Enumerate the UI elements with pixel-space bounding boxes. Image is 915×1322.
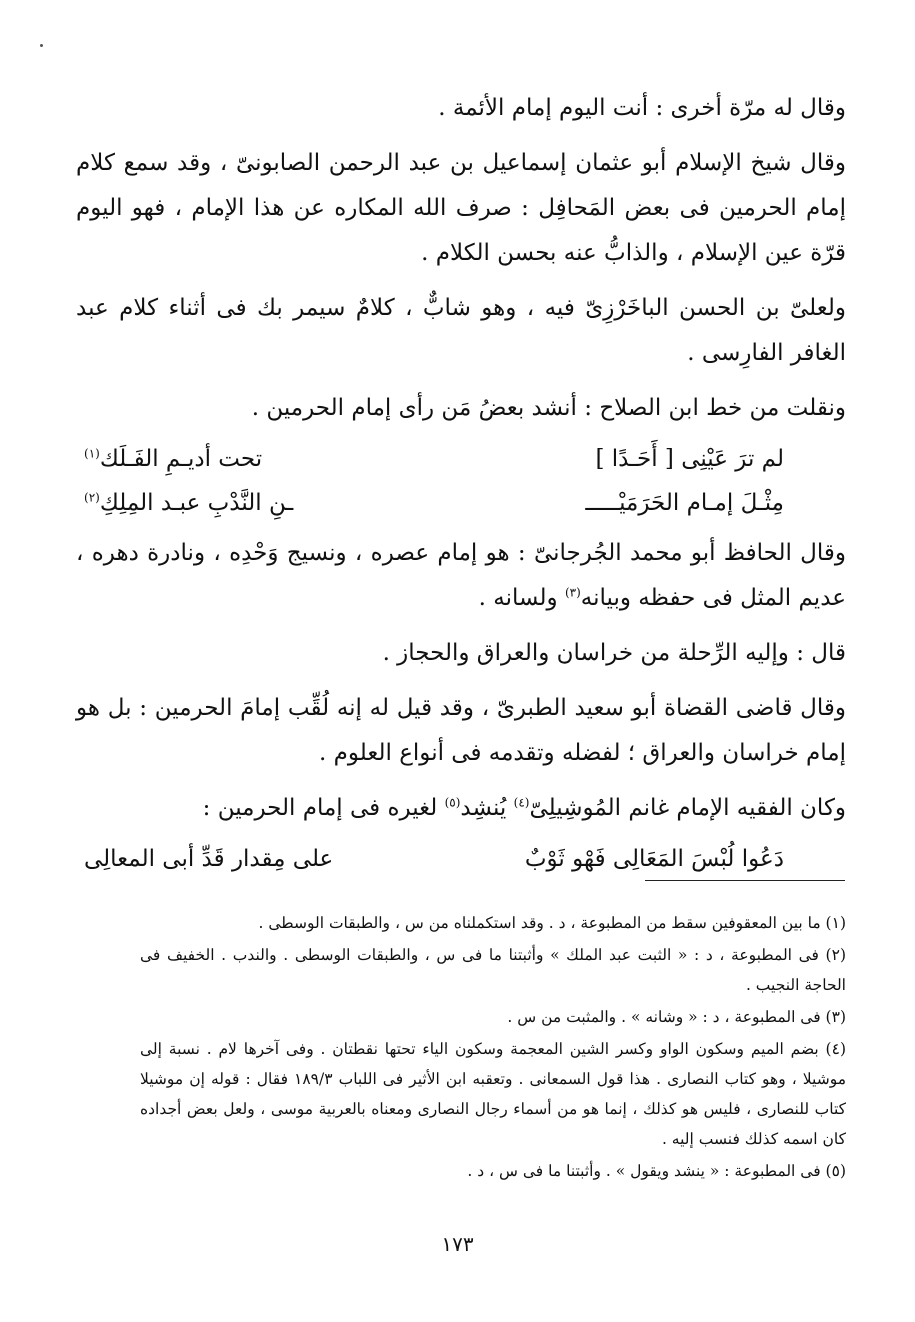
poem-2 <box>76 837 846 881</box>
poem-1 <box>76 437 846 525</box>
hemistich-left <box>84 481 293 525</box>
hemistich-left <box>84 437 262 481</box>
paragraph-6: قال : وإليه الرِّحلة من خراسان والعراق والحجاز . <box>382 640 846 666</box>
verse-line-2 <box>76 481 846 525</box>
footnote-1: (١) ما بين المعقوفين سقط من المطبوعة ، د . وقد استكملناه من س ، والطبقات الوسطى . <box>258 914 846 932</box>
page-speck <box>40 44 43 47</box>
hemistich-left: على مِقدار قَدِّ أبى المعالِى <box>84 846 334 872</box>
footnote-marker: (٣) <box>564 585 581 600</box>
verse-line-3 <box>76 837 846 881</box>
paragraph-4: ونقلت من خط ابن الصلاح : أنشد بعضُ مَن رأى إمام الحرمين . <box>251 395 846 421</box>
paragraph-text: لغيره فى إمام الحرمين : <box>202 795 445 821</box>
page-number: ١٧٣ <box>441 1232 474 1256</box>
hemistich-text: تحت أديـمِ الفَـلَك <box>99 446 263 472</box>
paragraph-text: ولسانه . <box>478 585 565 611</box>
footnote-marker: (٤) <box>513 795 530 810</box>
paragraph-text: يُنشِد <box>460 795 514 821</box>
footnote-marker: (٢) <box>84 490 100 505</box>
verse-line-1 <box>76 437 846 481</box>
footnote-marker: (٥) <box>444 795 461 810</box>
paragraph-1: وقال له مرّة أخرى : أنت اليوم إمام الأئمة . <box>438 95 846 121</box>
main-text <box>76 86 846 887</box>
hemistich-right: مِثْـلَ إمـام الحَرَمَيْـــــ <box>585 490 784 516</box>
footnote-marker: (١) <box>84 446 100 461</box>
footnotes <box>140 908 846 1188</box>
hemistich-right: لم ترَ عَيْنِى [ أَحَـدًا ] <box>595 446 784 472</box>
paragraph-text: وكان الفقيه الإمام غانم المُوشِيلِىّ <box>529 795 846 821</box>
paragraph-5 <box>76 531 846 621</box>
footnote-2: (٢) فى المطبوعة ، د : « الثبت عبد الملك » وأثبتنا ما فى س ، والطبقات الوسطى . والندب . الخفيف فى الحاجة النجيب . <box>140 946 846 994</box>
footnote-5: (٥) فى المطبوعة : « ينشد ويقول » . وأثبتنا ما فى س ، د . <box>467 1162 846 1180</box>
footnote-4: (٤) بضم الميم وسكون الواو وكسر الشين المعجمة وسكون الياء تحتها نقطتان . وفى آخرها لام . نسبة إلى موشيلا ، وهو كتاب النصارى . هذا قول السمعانى . وتعقبه ابن الأثير فى اللباب ١٨٩/٣ فقال : قوله إن موشيلا كتاب للنصارى ، فليس هو كذلك ، إنما هو من أسماء رجال النصارى ومعناه بالعربية موسى ، ولعل بعض أجداده كان اسمه كذلك فنسب إليه . <box>140 1040 846 1148</box>
hemistich-text: ـنِ النَّدْبِ عبـد المِلِكِ <box>99 490 294 516</box>
footnote-divider <box>645 880 845 881</box>
paragraph-text: وقال الحافظ أبو محمد الجُرجانىّ : هو إمام عصره ، ونسيج وَحْدِه ، ونادرة دهره ، عديم المثل فى حفظه وبيانه <box>76 540 846 611</box>
paragraph-2: وقال شيخ الإسلام أبو عثمان إسماعيل بن عبد الرحمن الصابونىّ ، وقد سمع كلام إمام الحرمين فى بعض المَحافِل : صرف الله المكاره عن هذا الإمام ، فهو اليوم قرّة عين الإسلام ، والذابُّ عنه بحسن الكلام . <box>76 150 846 266</box>
paragraph-8 <box>76 786 846 831</box>
paragraph-3: ولعلىّ بن الحسن الباخَرْزِىّ فيه ، وهو شابٌّ ، كلامٌ سيمر بك فى أثناء كلام عبد الغافر الفارِسى . <box>76 295 846 366</box>
footnote-3: (٣) فى المطبوعة ، د : « وشانه » . والمثبت من س . <box>507 1008 846 1026</box>
hemistich-right: دَعُوا لُبْسَ المَعَالِى فَهْو ثَوْبٌ <box>524 846 784 872</box>
paragraph-7: وقال قاضى القضاة أبو سعيد الطبرىّ ، وقد قيل له إنه لُقِّب إمامَ الحرمين : بل هو إمام خراسان والعراق ؛ لفضله وتقدمه فى أنواع العلوم . <box>76 695 846 766</box>
